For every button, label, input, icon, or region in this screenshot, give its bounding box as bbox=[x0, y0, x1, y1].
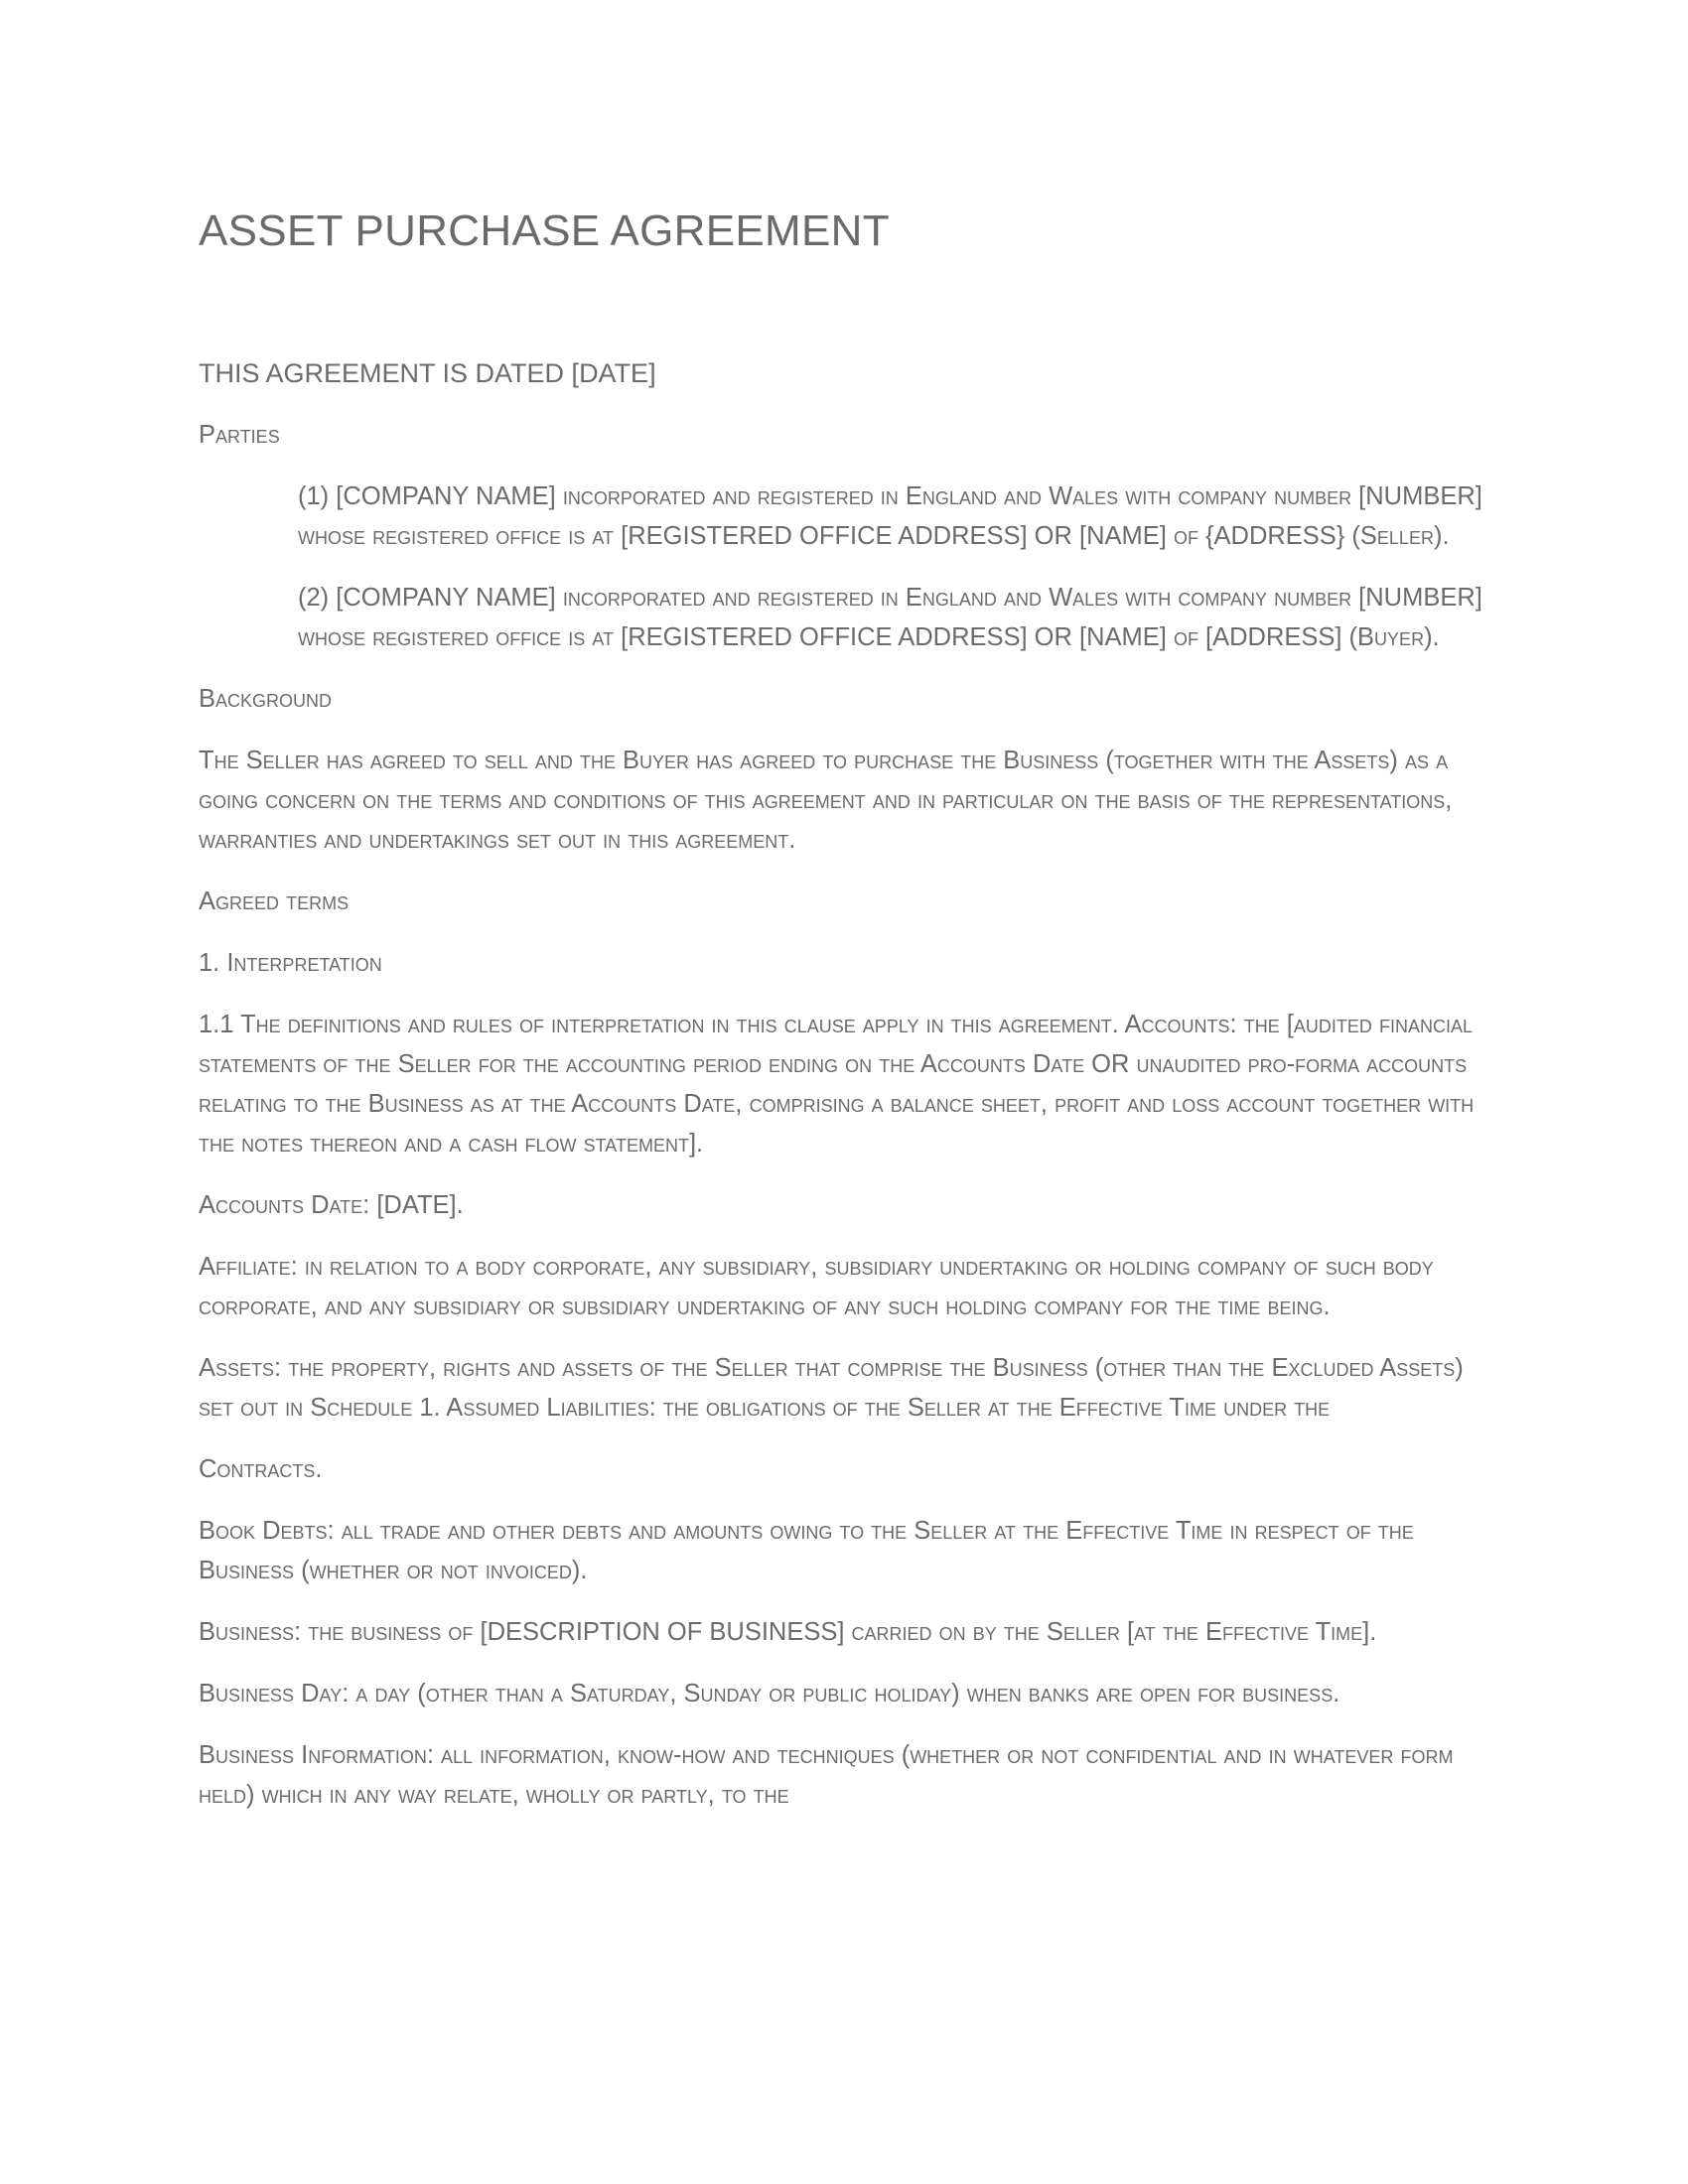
party-seller: (1) [COMPANY NAME] incorporated and registered in England and Wales with company number [NUMBER] whose registered office is at [REGISTERED OFFICE ADDRESS] OR [NAME] of {ADDRESS} (Seller). bbox=[298, 482, 1482, 550]
clause-1-heading: 1. Interpretation bbox=[199, 949, 382, 977]
party-buyer: (2) [COMPANY NAME] incorporated and registered in England and Wales with company number [NUMBER] whose registered office is at [REGISTERED OFFICE ADDRESS] OR [NAME] of [ADDRESS] (Buyer). bbox=[298, 584, 1482, 651]
document-title: ASSET PURCHASE AGREEMENT bbox=[199, 206, 890, 255]
definition-book-debts: Book Debts: all trade and other debts and amounts owing to the Seller at the Effective Time in respect of the Business (whether or not invoiced). bbox=[199, 1517, 1414, 1584]
definition-business-day: Business Day: a day (other than a Saturday, Sunday or public holiday) when banks are open for business. bbox=[199, 1680, 1340, 1707]
document-body bbox=[199, 204, 1489, 1837]
parties-heading: Parties bbox=[199, 421, 280, 449]
agreed-terms-heading: Agreed terms bbox=[199, 887, 350, 915]
definition-accounts-date: Accounts Date: [DATE]. bbox=[199, 1191, 464, 1219]
definition-affiliate: Affiliate: in relation to a body corporate, any subsidiary, subsidiary undertaking or holding company of such body corporate, and any subsidiary or subsidiary undertaking of any such holding company for the time being. bbox=[199, 1253, 1434, 1320]
clause-1-1: 1.1 The definitions and rules of interpretation in this clause apply in this agreement. Accounts: the [audited financial statements of the Seller for the accounting period ending on the Accounts Date OR unaudited pro-forma accounts relating to the Business as at the Accounts Date, comprising a balance sheet, profit and loss account together with the notes thereon and a cash flow statement]. bbox=[199, 1011, 1475, 1158]
background-text: The Seller has agreed to sell and the Buyer has agreed to purchase the Business (together with the Assets) as a going concern on the terms and conditions of this agreement and in particular on the basis of the representations, warranties and undertakings set out in this agreement. bbox=[199, 747, 1453, 854]
definition-assets: Assets: the property, rights and assets of the Seller that comprise the Business (other than the Excluded Assets) set out in Schedule 1. Assumed Liabilities: the obligations of the Seller at the Effective Time under the bbox=[199, 1354, 1464, 1422]
background-heading: Background bbox=[199, 685, 333, 713]
definition-business: Business: the business of [DESCRIPTION OF BUSINESS] carried on by the Seller [at the Effective Time]. bbox=[199, 1618, 1377, 1646]
dated-line: THIS AGREEMENT IS DATED [DATE] bbox=[199, 358, 656, 388]
definition-contracts: Contracts. bbox=[199, 1455, 323, 1483]
definition-business-information: Business Information: all information, know-how and techniques (whether or not confidential and in whatever form held) which in any way relate, wholly or partly, to the bbox=[199, 1741, 1454, 1809]
